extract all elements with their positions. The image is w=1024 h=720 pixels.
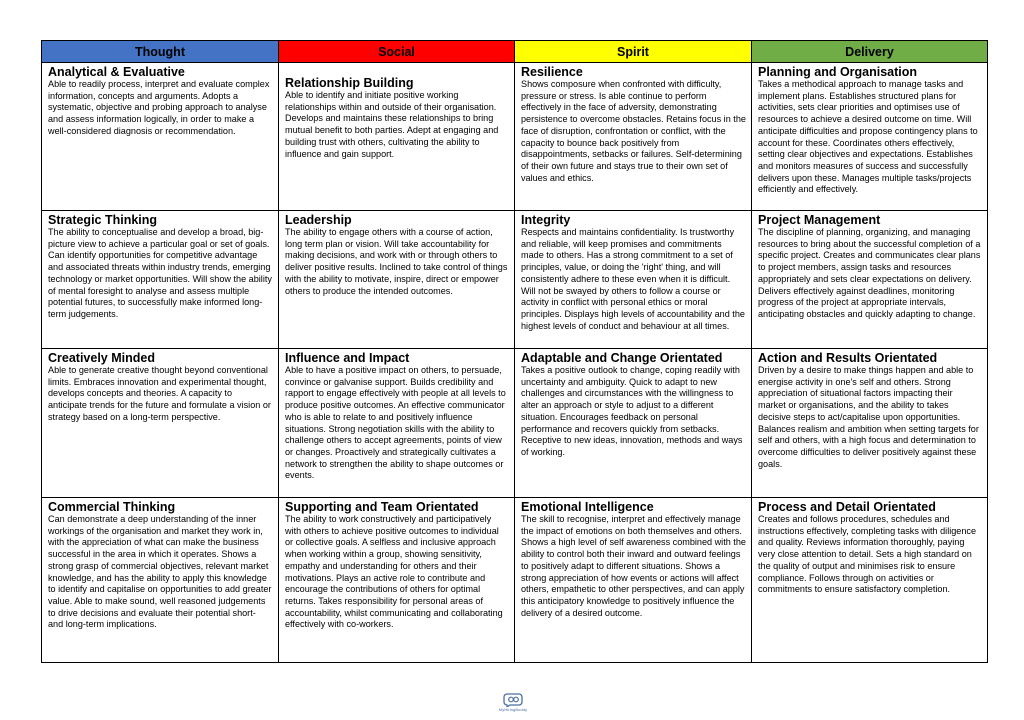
competency-cell (42, 63, 279, 211)
competency-title: Action and Results Orientated (758, 351, 938, 365)
table-row (42, 498, 988, 663)
competency-title: Strategic Thinking (48, 213, 158, 227)
competency-title: Integrity (521, 213, 571, 227)
competency-title: Process and Detail Orientated (758, 500, 936, 514)
competency-cell (515, 63, 752, 211)
competency-description: Driven by a desire to make things happen and able to energise activity in one's self and others. Strong appreciation of situational factors impacting their market or organisations, and the ability to takes decisive steps to act/capitalise upon opportunities. Balances realism and ambition when setting targets for self and others, with a high focus and determination to overcome difficulties to deliver positively against these goals. (758, 365, 979, 469)
competency-description: Shows composure when confronted with difficulty, pressure or stress. Is able continue to perform effectively in the face of adversity, demonstrating persistence to overcome obstacles. Retains focus in the face of disruption, confrontation or conflict, with the capacity to bounce back positively from disappointments, setbacks or failures. Self-determining of their own future and stays true to their own set of values and ethics. (521, 79, 746, 183)
competency-description: Respects and maintains confidentiality. Is trustworthy and reliable, will keep promises and commitments made to others. Has a strong commitment to a set of principles, value, or doing the 'right' thing, and will consistently adhere to these even when it is difficult. Will not be swayed by others to follow a course or activity in conflict with personal ethics or moral principles. Displays high levels of accountability and the highest levels of conduct and behaviour at all times. (521, 227, 745, 331)
competency-cell (42, 211, 279, 349)
competency-title: Project Management (758, 213, 881, 227)
competency-description: The ability to engage others with a course of action, long term plan or vision. Will take accountability for making decisions, and work with or through others to deliver positive results. Inclined to take control of things with the ability to motivate, inspire, direct or empower others to produce the intended outcomes. (285, 227, 508, 296)
header-social: Social (279, 41, 515, 63)
competency-description: Able to readily process, interpret and evaluate complex information, concepts and arguments. Adopts a systematic, objective and probing approach to analyse and assess information logically, in order to make a well-considered diagnosis or recommendation. (48, 79, 270, 136)
competency-description: Can demonstrate a deep understanding of the inner workings of the organisation and market they work in, with the appreciation of what can make the business successful in the area in which it operates. Shows a strong grasp of commercial objectives, relevant market knowledge, and has the ability to apply this knowledge to identify and capitalise on opportunities to add greater value. Able to make sound, well reasoned judgements to drive decisions and evaluate their potential short- and long-term implications. (48, 514, 272, 630)
competency-cell (515, 498, 752, 663)
competency-cell (752, 63, 988, 211)
competency-cell (42, 349, 279, 498)
competency-title: Leadership (285, 213, 352, 227)
competency-cell (515, 349, 752, 498)
competency-title: Resilience (521, 65, 583, 79)
competency-description: The discipline of planning, organizing, and managing resources to bring about the successful completion of a specific project. Creates and communicates clear plans to project members, assign tasks and resources appropriately and sets clear expectations on delivery. Delivers effectively against deadlines, monitoring progress of the project at appropriate intervals, anticipating obstacles and quickly adapting to change. (758, 227, 981, 319)
competency-cell (752, 498, 988, 663)
competency-description: Able to generate creative thought beyond conventional limits. Embraces innovation and experimental thought, develops concepts and theories. A capacity to anticipate trends for the future and formulate a vision or strategy based on a long-term perspective. (48, 365, 271, 422)
competency-title: Analytical & Evaluative (48, 65, 185, 79)
competency-title: Supporting and Team Orientated (285, 500, 479, 514)
competency-description: Takes a methodical approach to manage tasks and implement plans. Establishes structured plans for activities, sets clear priorities and optimises use of resources to achieve a desired outcome on time. Will anticipate difficulties and propose contingency plans to account for these. Coordinates others effectively, setting clear objectives and expectations. Establishes and monitors measures of success and successfully delivers upon these. Manages multiple tasks/projects efficiently and effectively. (758, 79, 978, 195)
header-thought: Thought (42, 41, 279, 63)
competency-description: Able to have a positive impact on others, to persuade, convince or galvanise support. Builds credibility and rapport to engage effectively with people at all levels to produce positive outcomes. An effective communicator who is able to relate to and positively influence situations. Strong negotiation skills with the ability to challenge others to accept agreements, points of view or changes. Proactively and strategically cultivates a network to strengthen the ability to shape outcomes or events. (285, 365, 506, 481)
competency-cell (279, 498, 515, 663)
table-row (42, 63, 988, 211)
competency-title: Commercial Thinking (48, 500, 176, 514)
competency-title: Adaptable and Change Orientated (521, 351, 723, 365)
competency-title: Creatively Minded (48, 351, 155, 365)
competency-cell (752, 211, 988, 349)
header-row (42, 41, 988, 63)
competency-description: Creates and follows procedures, schedules and instructions effectively, completing tasks with diligence and quality. Reviews information thoroughly, paying very close attention to detail. Sets a high standard on the quality of output and minimises risk to ensure compliance. Follows through on activities or commitments to ensure satisfactory completion. (758, 514, 977, 595)
competency-cell (515, 211, 752, 349)
competency-cell (42, 498, 279, 663)
competency-cell (279, 63, 515, 211)
competency-description: Able to identify and initiate positive working relationships within and outside of their organisation. Develops and maintains these relationships to bring mutual benefit to both parties. Adept at engaging and building trust with others, cultivating the ability to influence and gain support. (285, 90, 499, 159)
competency-description: The ability to work constructively and participatively with others to achieve positive outcomes to individual or collective goals. A selfless and inclusive approach when working within a group, showing sensitivity, empathy and understanding for others and their motivations. Plays an active role to contribute and encourage the contributions of others for optimal returns. Takes responsibility for personal areas of accountability, whilst communicating and collaborating effectively with co-workers. (285, 514, 503, 630)
table-row (42, 349, 988, 498)
competency-cell (279, 349, 515, 498)
speech-bubble-logo-icon (487, 692, 539, 707)
competency-title: Relationship Building (285, 76, 414, 90)
competency-table (41, 40, 988, 663)
competency-description: The ability to conceptualise and develop a broad, big-picture view to achieve a particular goal or set of goals. Can identify opportunities for competitive advantage and associated threats within industry trends, emerging technology or market opportunities. Will show the ability of mental foresight to analyse and assess multiple potential futures, to successfully make informed long-term judgements. (48, 227, 272, 319)
table-row (42, 211, 988, 349)
header-delivery: Delivery (752, 41, 988, 63)
competency-title: Influence and Impact (285, 351, 410, 365)
competency-cell (752, 349, 988, 498)
competency-description: The skill to recognise, interpret and effectively manage the impact of emotions on both themselves and others. Shows a high level of self awareness combined with the ability to control both their inward and outward feelings to positively adapt to different situations. Shows a strong appreciation of how events or actions will affect others, empathetic to other perspectives, and can apply this anticipatory knowledge to positively influence the delivery of a desired outcome. (521, 514, 746, 618)
competency-title: Planning and Organisation (758, 65, 918, 79)
header-spirit: Spirit (515, 41, 752, 63)
competency-description: Takes a positive outlook to change, coping readily with uncertainty and ambiguity. Quick to adapt to new challenges and circumstances with the willingness to alter an approach or style to adjust to a different situation. Encourages feedback on personal performance and recovers quickly from setbacks. Receptive to new ideas, innovation, methods and ways of working. (521, 365, 743, 457)
competency-cell (279, 211, 515, 349)
brand-logo (487, 692, 539, 714)
competency-title: Emotional Intelligence (521, 500, 654, 514)
logo-text: MyHiringBuddy (498, 707, 528, 712)
